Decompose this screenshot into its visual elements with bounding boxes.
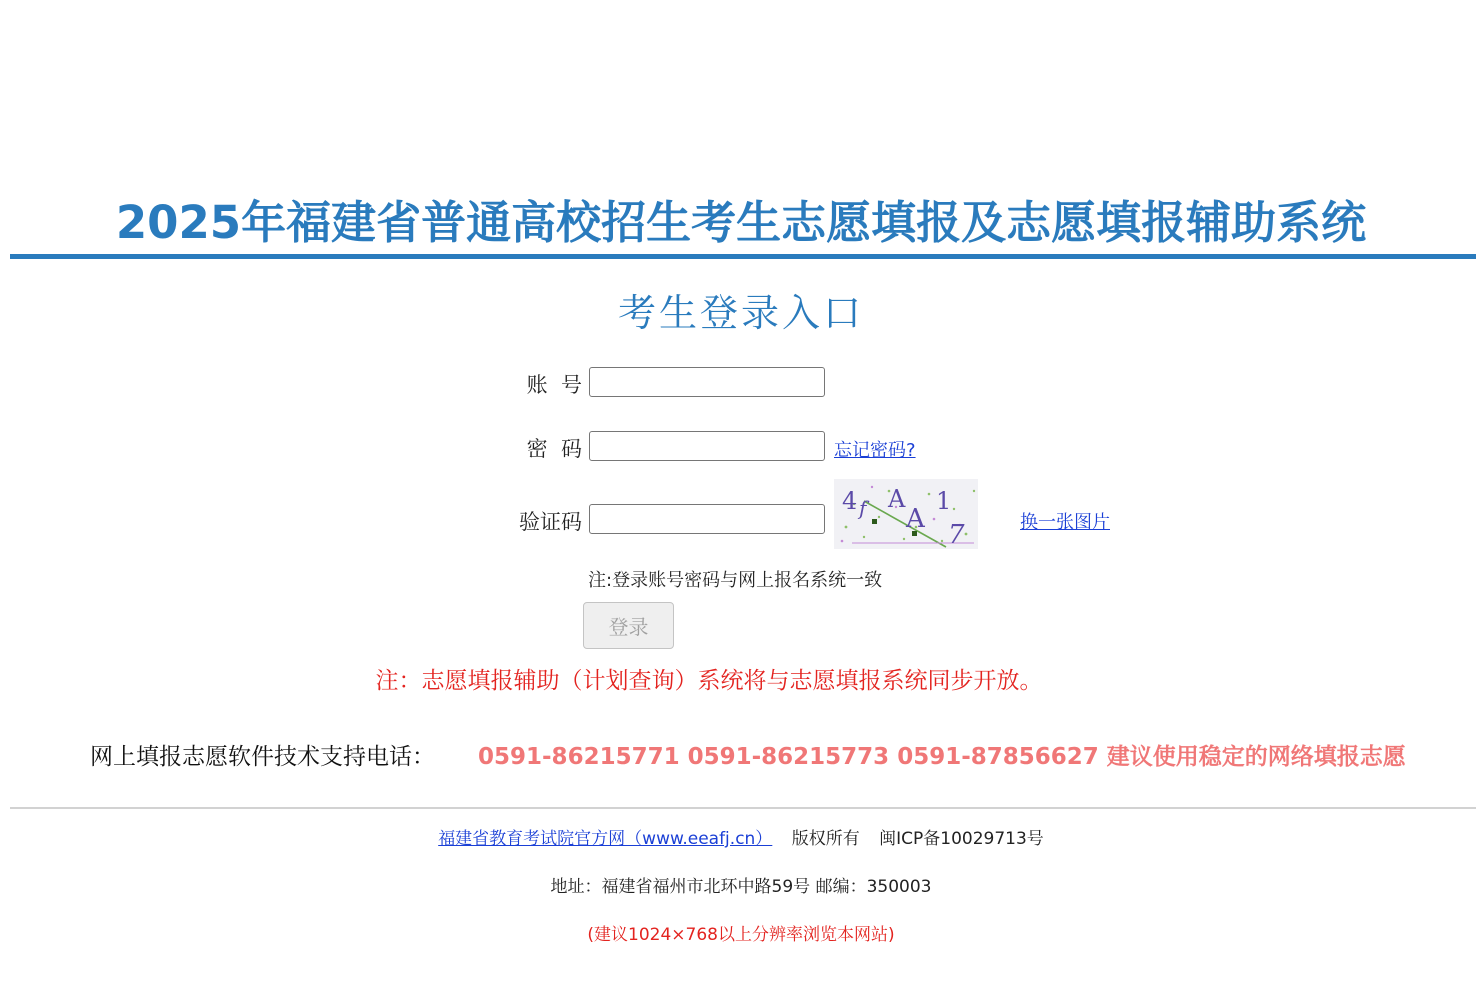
- forgot-password-link[interactable]: 忘记密码?: [834, 440, 916, 461]
- system-title: 2025年福建省普通高校招生考生志愿填报及志愿填报辅助系统: [115, 196, 1367, 249]
- account-label: 账 号: [526, 373, 582, 397]
- login-button[interactable]: 登录: [583, 602, 674, 649]
- password-label: 密 码: [526, 437, 582, 461]
- support-phone-numbers: 0591-86215771 0591-86215773 0591-87856627 建议使用稳定的网络填报志愿: [478, 744, 1406, 770]
- svg-text:7: 7: [948, 520, 965, 549]
- support-phone-label: 网上填报志愿软件技术支持电话：: [90, 744, 435, 770]
- svg-text:4: 4: [842, 487, 858, 515]
- footer-links-row: [0, 824, 1482, 849]
- resolution-note: (建议1024×768以上分辨率浏览本网站): [587, 925, 895, 945]
- captcha-input[interactable]: [589, 504, 825, 534]
- icp-text: 闽ICP备10029713号: [879, 829, 1044, 849]
- footer-address: 地址：福建省福州市北环中路59号 邮编：350003: [550, 877, 932, 897]
- svg-text:1: 1: [936, 487, 952, 515]
- official-site-link[interactable]: 福建省教育考试院官方网（www.eeafj.cn）: [438, 829, 773, 849]
- sync-notice: 注：志愿填报辅助（计划查询）系统将与志愿填报系统同步开放。: [375, 668, 1043, 694]
- svg-text:A: A: [906, 504, 925, 534]
- footer-divider: [10, 807, 1476, 809]
- svg-text:A: A: [888, 485, 906, 513]
- login-heading: 考生登录入口: [617, 291, 864, 335]
- captcha-graphic: [834, 479, 978, 549]
- password-input[interactable]: [589, 431, 825, 461]
- copyright-text: 版权所有: [791, 829, 860, 849]
- account-input[interactable]: [589, 367, 825, 397]
- svg-text:f: f: [859, 496, 867, 520]
- login-note: 注:登录账号密码与网上报名系统一致: [588, 570, 883, 591]
- title-divider: [10, 254, 1476, 259]
- captcha-image[interactable]: [834, 479, 978, 549]
- captcha-label: 验证码: [519, 510, 582, 534]
- refresh-captcha-link[interactable]: 换一张图片: [1020, 512, 1110, 533]
